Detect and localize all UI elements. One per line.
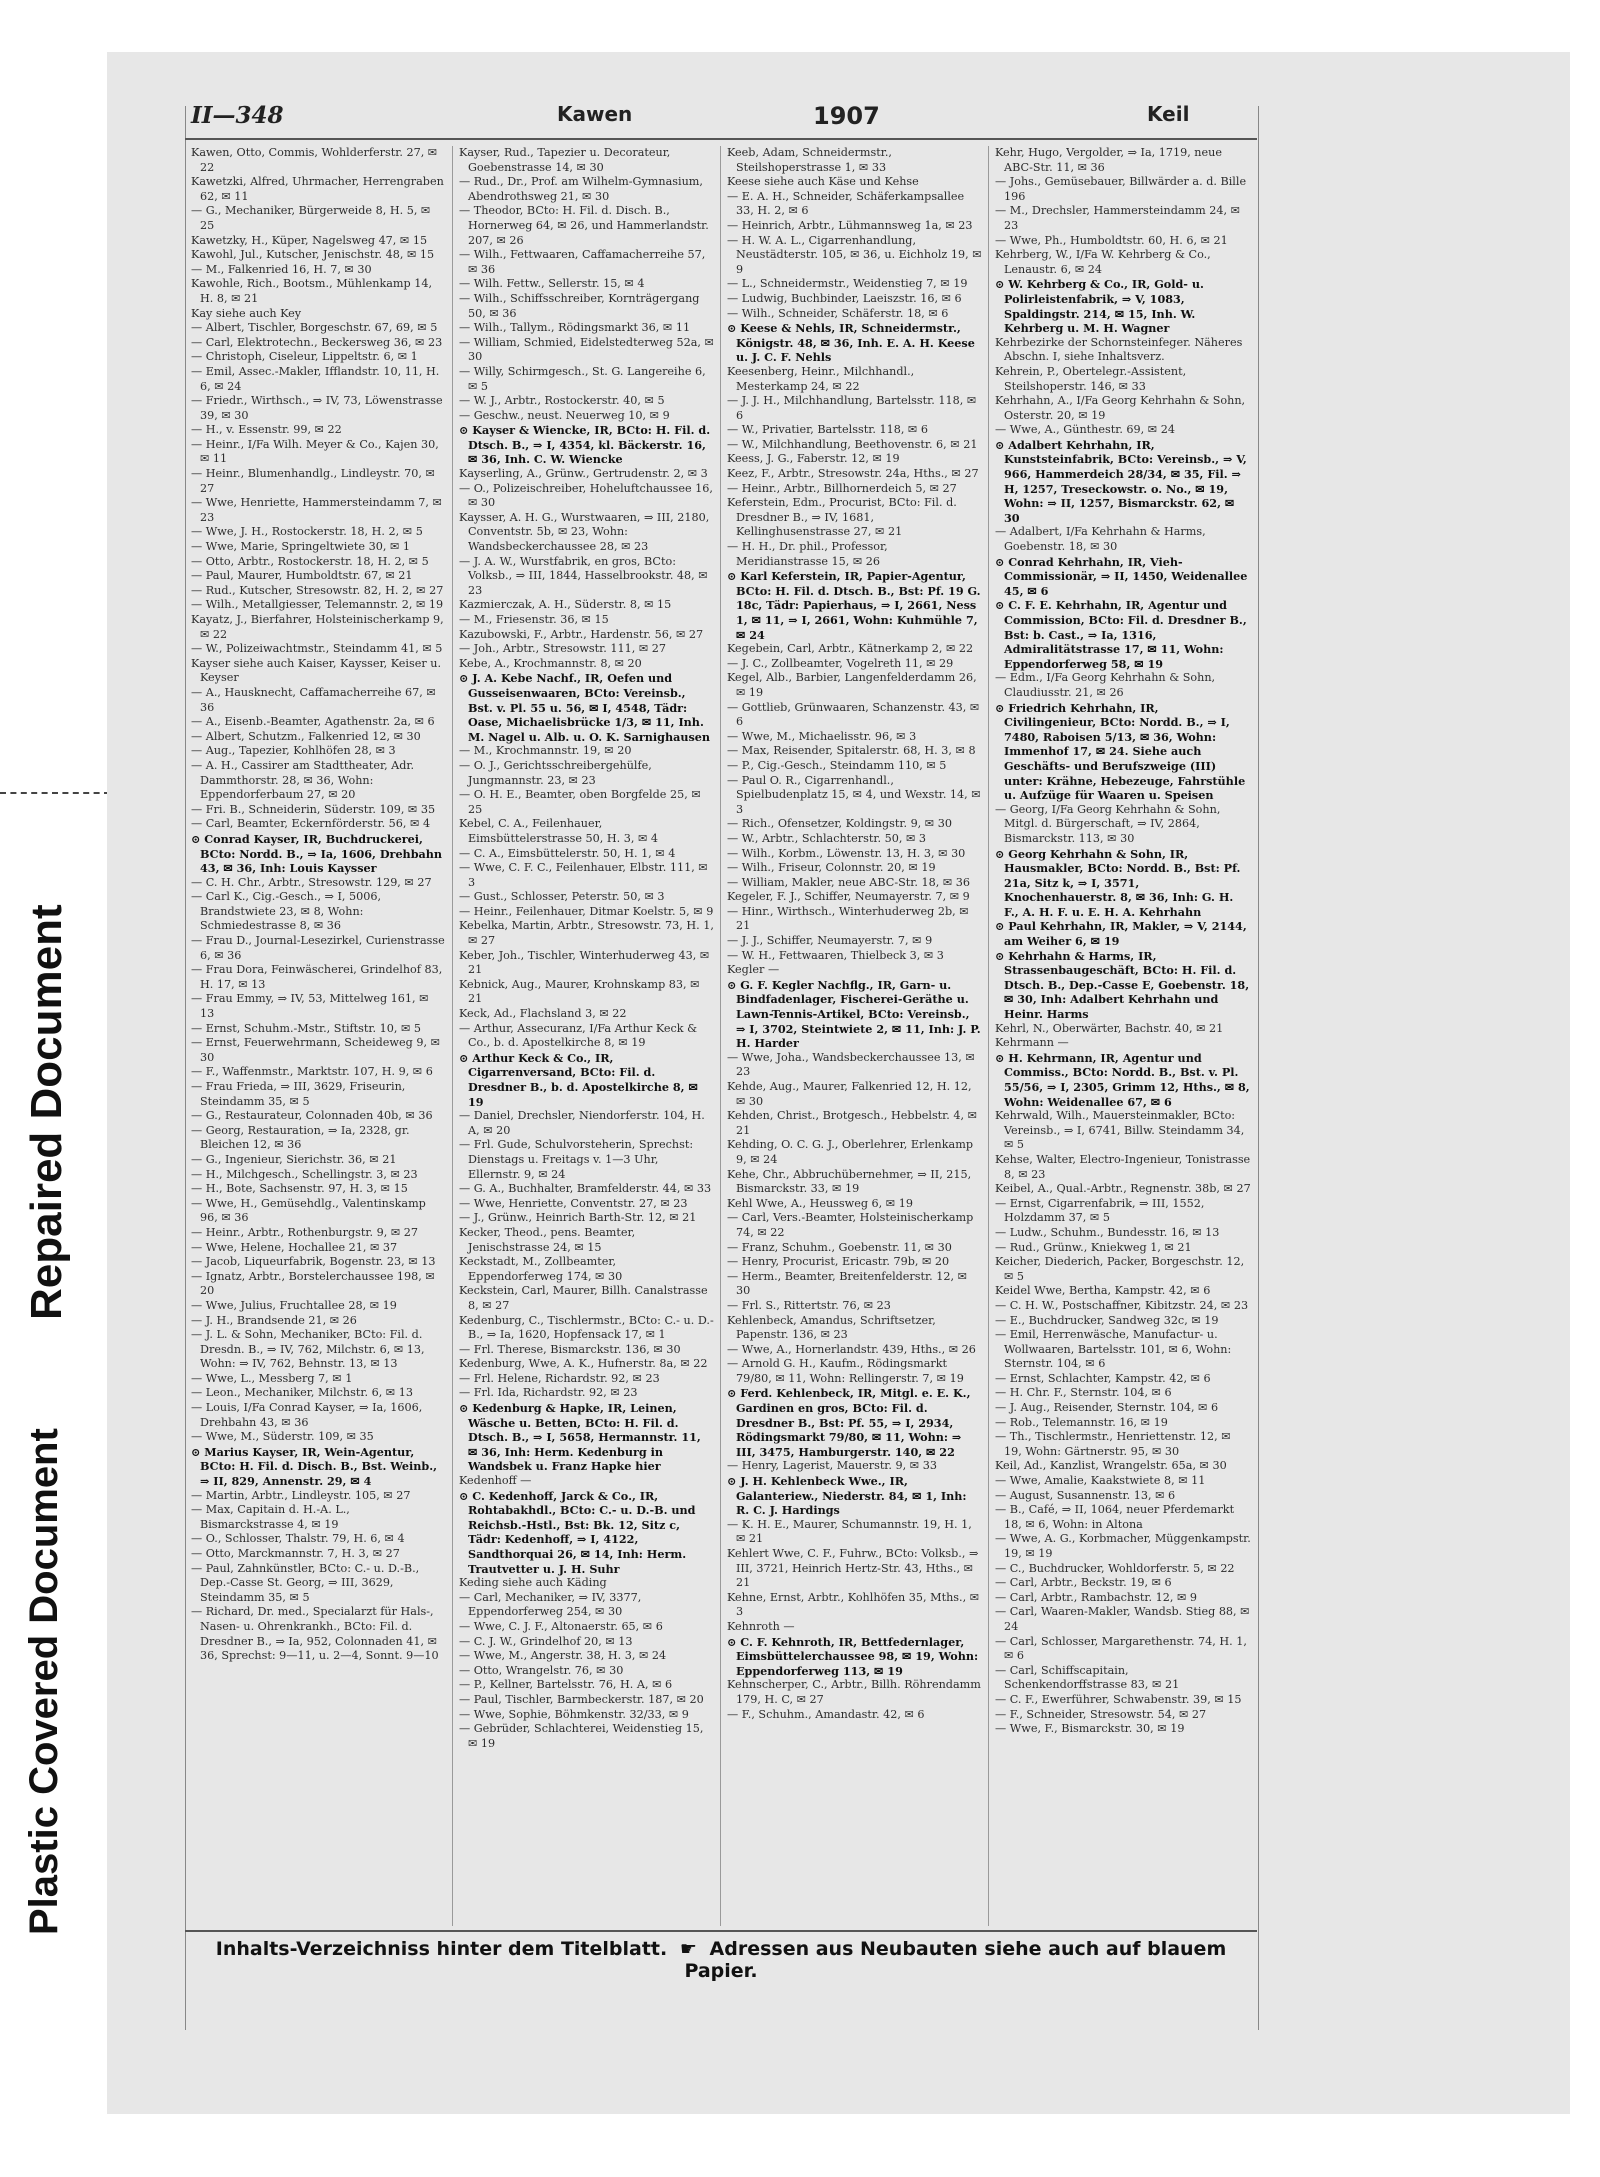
directory-entry: — Wilh., Metallgiesser, Telemannstr. 2, ✉ 19 (191, 598, 444, 612)
directory-entry: Kehrberg, W., I/Fa W. Kehrberg & Co., Lenaustr. 6, ✉ 24 (995, 248, 1211, 276)
directory-entry: — Ernst, Schuhm.-Mstr., Stiftstr. 10, ✉ 5 (191, 1021, 422, 1035)
directory-entry: — Wwe, Helene, Hochallee 21, ✉ 37 (191, 1240, 398, 1254)
header-rule (185, 138, 1257, 140)
directory-entry: — Theodor, BCto: H. Fil. d. Disch. B., Hornerweg 64, ✉ 26, und Hammerlandstr. 207, ✉ 26 (459, 204, 709, 247)
header-last-entry: Keil (1147, 102, 1190, 126)
directory-entry: Kehl Wwe, A., Heussweg 6, ✉ 19 (727, 1196, 913, 1210)
directory-entry: Kehden, Christ., Brotgesch., Hebbelstr. 4, ✉ 21 (727, 1109, 978, 1137)
firm-entry: ⊙ J. H. Kehlenbeck Wwe., IR, Galanteriew., Niederstr. 84, ✉ 1, Inh: R. C. J. Hardings (727, 1474, 967, 1518)
directory-entry: — Martin, Arbtr., Lindleystr. 105, ✉ 27 (191, 1488, 411, 1502)
directory-entry: — Frau Frieda, ⇒ III, 3629, Friseurin, Steindamm 35, ✉ 5 (191, 1080, 406, 1108)
directory-entry: Kawetzky, H., Küper, Nagelsweg 47, ✉ 15 (191, 233, 428, 247)
directory-entry: — Wwe, M., Michaelisstr. 96, ✉ 3 (727, 729, 917, 743)
directory-entry: — Ernst, Feuerwehrmann, Scheideweg 9, ✉ 30 (191, 1036, 440, 1064)
directory-entry: Kegeler, F. J., Schiffer, Neumayerstr. 7, ✉ 9 (727, 890, 970, 904)
directory-entry: Kazubowski, F., Arbtr., Hardenstr. 56, ✉ 27 (459, 627, 704, 641)
repaired-document-label: Repaired Document (22, 904, 71, 1320)
directory-entry: — L., Schneidermstr., Weidenstieg 7, ✉ 19 (727, 277, 968, 291)
directory-entry: — Wwe, Amalie, Kaakstwiete 8, ✉ 11 (995, 1474, 1206, 1488)
directory-entry: — Arthur, Assecuranz, I/Fa Arthur Keck & Co., b. d. Apostelkirche 8, ✉ 19 (459, 1021, 698, 1050)
directory-entry: Keckstadt, M., Zollbeamter, Eppendorferweg 174, ✉ 30 (459, 1255, 623, 1283)
directory-entry: Kawen, Otto, Commis, Wohlderferstr. 27, ✉ 22 (191, 146, 438, 174)
directory-entry: — Wwe, J. H., Rostockerstr. 18, H. 2, ✉ 5 (191, 525, 423, 539)
firm-entry: ⊙ Kayser & Wiencke, IR, BCto: H. Fil. d. Dtsch. B., ⇒ I, 4354, kl. Bäckerstr. 16, ✉ 36, Inh. C. W. Wiencke (459, 423, 711, 467)
directory-entry: Keding siehe auch Käding (459, 1576, 607, 1590)
directory-entry: — Herm., Beamter, Breitenfelderstr. 12, ✉ 30 (727, 1269, 967, 1298)
directory-entry: — Franz, Schuhm., Goebenstr. 11, ✉ 30 (727, 1240, 952, 1254)
firm-entry: ⊙ Marius Kayser, IR, Wein-Agentur, BCto: H. Fil. d. Disch. B., Bst. Weinb., ⇒ II, 829, Annenstr. 29, ✉ 4 (191, 1444, 438, 1489)
directory-entry: — Otto, Arbtr., Rostockerstr. 18, H. 2, ✉ 5 (191, 554, 429, 568)
directory-entry: Keess, J. G., Faberstr. 12, ✉ 19 (727, 452, 900, 466)
directory-entry: — J. J., Schiffer, Neumayerstr. 7, ✉ 9 (727, 934, 933, 948)
plastic-covered-document-label: Plastic Covered Document (22, 1428, 66, 1935)
directory-entry: — Carl, Vers.-Beamter, Holsteinischerkamp 74, ✉ 22 (727, 1211, 974, 1239)
directory-entry: — H. W. A. L., Cigarrenhandlung, Neustädterstr. 105, ✉ 36, u. Eichholz 19, ✉ 9 (727, 233, 982, 276)
page-number: II—348 (191, 102, 284, 129)
directory-entry: — Ludwig, Buchbinder, Laeiszstr. 16, ✉ 6 (727, 291, 962, 305)
column-3 (721, 146, 989, 1926)
directory-entry: Keckstein, Carl, Maurer, Billh. Canalstrasse 8, ✉ 27 (459, 1284, 708, 1312)
directory-entry: — G., Mechaniker, Bürgerweide 8, H. 5, ✉ 25 (191, 204, 431, 232)
directory-entry: Kehde, Aug., Maurer, Falkenried 12, H. 12, ✉ 30 (727, 1080, 972, 1108)
directory-entry: — Geschw., neust. Neuerweg 10, ✉ 9 (459, 408, 670, 422)
directory-entry: — K. H. E., Maurer, Schumannstr. 19, H. 1, ✉ 21 (727, 1517, 972, 1546)
directory-entry: — M., Krochmannstr. 19, ✉ 20 (459, 744, 632, 758)
directory-entry: Kawetzki, Alfred, Uhrmacher, Herrengraben 62, ✉ 11 (191, 175, 444, 203)
directory-entry: — Max, Reisender, Spitalerstr. 68, H. 3, ✉ 8 (727, 744, 976, 758)
directory-entry: Keidel Wwe, Bertha, Kampstr. 42, ✉ 6 (995, 1284, 1211, 1298)
directory-entry: — Wwe, Henriette, Hammersteindamm 7, ✉ 23 (191, 496, 442, 524)
directory-entry: — Emil, Herrenwäsche, Manufactur- u. Wollwaaren, Bartelsstr. 101, ✉ 6, Wohn: Sternstr. 104, ✉ 6 (995, 1328, 1232, 1371)
directory-entry: — Wwe, M., Süderstr. 109, ✉ 35 (191, 1430, 374, 1444)
directory-entry: — W., Polizeiwachtmstr., Steindamm 41, ✉ 5 (191, 642, 443, 656)
directory-entry: — Wilh., Friseur, Colonnstr. 20, ✉ 19 (727, 861, 936, 875)
directory-entry: — Frl. Therese, Bismarckstr. 136, ✉ 30 (459, 1342, 681, 1356)
directory-entry: Kayser, Rud., Tapezier u. Decorateur, Goebenstrasse 14, ✉ 30 (459, 146, 671, 174)
directory-entry: Kehrhahn, A., I/Fa Georg Kehrhahn & Sohn, Osterstr. 20, ✉ 19 (995, 394, 1246, 422)
column-2 (453, 146, 721, 1926)
directory-entry: — Gust., Schlosser, Peterstr. 50, ✉ 3 (459, 890, 665, 904)
directory-entry: — Paul, Zahnkünstler, BCto: C.- u. D.-B., Dep.-Casse St. Georg, ⇒ III, 3629, Steindamm 35, ✉ 5 (191, 1561, 420, 1604)
directory-entry: — M., Falkenried 16, H. 7, ✉ 30 (191, 262, 372, 276)
directory-entry: — W., Privatier, Bartelsstr. 118, ✉ 6 (727, 423, 928, 437)
directory-entry: Keck, Ad., Flachsland 3, ✉ 22 (459, 1007, 627, 1021)
directory-entry: — Louis, I/Fa Conrad Kayser, ⇒ Ia, 1606, Drehbahn 43, ✉ 36 (191, 1401, 423, 1429)
directory-entry: — A., Hausknecht, Caffamacherreihe 67, ✉ 36 (191, 685, 436, 714)
directory-entry: — W. H., Fettwaaren, Thielbeck 3, ✉ 3 (727, 948, 944, 962)
directory-entry: — Paul, Tischler, Barmbeckerstr. 187, ✉ 20 (459, 1692, 704, 1706)
directory-entry: Keber, Joh., Tischler, Winterhuderweg 43, ✉ 21 (459, 948, 710, 977)
header-year: 1907 (813, 102, 880, 130)
directory-entry: — Heinr., Feilenhauer, Ditmar Koelstr. 5, ✉ 9 (459, 904, 714, 918)
directory-entry: — Wwe, Henriette, Conventstr. 27, ✉ 23 (459, 1196, 688, 1210)
directory-entry: — J. Aug., Reisender, Sternstr. 104, ✉ 6 (995, 1401, 1219, 1415)
directory-entry: — Willy, Schirmgesch., St. G. Langereihe 6, ✉ 5 (459, 364, 706, 393)
directory-entry: — Wwe, A. G., Korbmacher, Müggenkampstr. 19, ✉ 19 (995, 1532, 1251, 1560)
header-first-entry: Kawen (557, 102, 633, 126)
directory-entry: Kedenburg, C., Tischlermstr., BCto: C.- u. D.-B., ⇒ Ia, 1620, Hopfensack 17, ✉ 1 (459, 1313, 714, 1342)
firm-entry: ⊙ G. F. Kegler Nachflg., IR, Garn- u. Bindfadenlager, Fischerei-Geräthe u. Lawn-Tennis-Artikel, BCto: Vereinsb., ⇒ I, 3702, Steintwiete 2, ✉ 11, Inh: J. P. H. Harder (727, 977, 981, 1051)
directory-entry: — E., Buchdrucker, Sandweg 32c, ✉ 19 (995, 1313, 1219, 1327)
directory-entry: — Emil, Assec.-Makler, Ifflandstr. 10, 11, H. 6, ✉ 24 (191, 364, 440, 393)
directory-entry: Kawohle, Rich., Bootsm., Mühlenkamp 14, H. 8, ✉ 21 (191, 277, 433, 305)
directory-entry: — M., Drechsler, Hammersteindamm 24, ✉ 23 (995, 204, 1241, 232)
directory-entry: — Heinr., Arbtr., Billhornerdeich 5, ✉ 27 (727, 481, 957, 495)
directory-entry: — Rud., Dr., Prof. am Wilhelm-Gymnasium, Abendrothsweg 21, ✉ 30 (459, 175, 703, 203)
directory-entry: — J. L. & Sohn, Mechaniker, BCto: Fil. d. Dresdn. B., ⇒ IV, 762, Milchstr. 6, ✉ 13, Wohn: ⇒ IV, 762, Behnstr. 13, ✉ 13 (191, 1328, 425, 1371)
directory-entry: — Wwe, F., Bismarckstr. 30, ✉ 19 (995, 1722, 1185, 1736)
firm-entry: ⊙ J. A. Kebe Nachf., IR, Oefen und Gusseisenwaaren, BCto: Vereinsb., Bst. v. Pl. 55 u. 56, ✉ I, 4548, Tädr: Oase, Michaelisbrücke 1/3, ✉ 11, Inh. M. Nagel u. Alb. u. O. K. Sarnighausen (459, 671, 711, 744)
directory-entry: — C. H. Chr., Arbtr., Stresowstr. 129, ✉ 27 (191, 875, 432, 889)
firm-entry: ⊙ Paul Kehrhahn, IR, Makler, ⇒ V, 2144, am Weiher 6, ✉ 19 (995, 919, 1247, 949)
directory-entry: Kay siehe auch Key (191, 306, 302, 320)
directory-entry: — Albert, Schutzm., Falkenried 12, ✉ 30 (191, 729, 421, 743)
firm-entry: ⊙ Kehrhahn & Harms, IR, Strassenbaugeschäft, BCto: H. Fil. d. Dtsch. B., Dep.-Casse E, Goebenstr. 18, ✉ 30, Inh: Adalbert Kehrhahn und Heinr. Harms (995, 948, 1250, 1022)
firm-entry: ⊙ Friedrich Kehrhahn, IR, Civilingenieur, BCto: Nordd. B., ⇒ I, 7480, Raboisen 5/13, ✉ 36, Wohn: Immenhof 17, ✉ 24. Siehe auch Geschäfts- und Berufszweige (III) unter: Krähne, Hebezeuge, Fahrstühle u. Aufzüge für Waaren u. Speisen (995, 700, 1246, 803)
directory-entry: — A., Eisenb.-Beamter, Agathenstr. 2a, ✉ 6 (191, 715, 435, 729)
directory-entry: — Carl, Waaren-Makler, Wandsb. Stieg 88, ✉ 24 (995, 1605, 1250, 1633)
directory-entry: Kehr, Hugo, Vergolder, ⇒ Ia, 1719, neue ABC-Str. 11, ✉ 36 (995, 146, 1222, 174)
directory-entry: — Edm., I/Fa Georg Kehrhahn & Sohn, Claudiusstr. 21, ✉ 26 (995, 671, 1216, 699)
directory-entry: — F., Schuhm., Amandastr. 42, ✉ 6 (727, 1707, 925, 1721)
directory-entry: — Otto, Marckmannstr. 7, H. 3, ✉ 27 (191, 1547, 400, 1560)
directory-entry: — August, Susannenstr. 13, ✉ 6 (995, 1488, 1176, 1502)
directory-entry: — Rud., Grünw., Kniekweg 1, ✉ 21 (995, 1240, 1192, 1254)
directory-entry: — Ignatz, Arbtr., Borstelerchaussee 198, ✉ 20 (191, 1269, 435, 1298)
directory-entry: — Wwe, A., Hornerlandstr. 439, Hths., ✉ 26 (727, 1342, 976, 1356)
directory-entry: — W., Arbtr., Schlachterstr. 50, ✉ 3 (727, 831, 927, 845)
directory-entry: Kegler — (727, 963, 780, 977)
firm-entry: ⊙ C. F. E. Kehrhahn, IR, Agentur und Commission, BCto: Fil. d. Dresdner B., Bst: b. Cast., ⇒ Ia, 1316, Admiralitätstrasse 17, ✉ 11, Wohn: Eppendorferweg 58, ✉ 19 (995, 598, 1247, 671)
firm-entry: ⊙ W. Kehrberg & Co., IR, Gold- u. Polirleistenfabrik, ⇒ V, 1083, Spaldingstr. 214, ✉ 15, Inh. W. Kehrberg u. M. H. Wagner (995, 277, 1204, 336)
directory-entry: — Heinr., Blumenhandlg., Lindleystr. 70, ✉ 27 (191, 467, 435, 495)
directory-entry: — Otto, Wrangelstr. 76, ✉ 30 (459, 1663, 624, 1677)
directory-entry: — Wilh., Schneider, Schäferstr. 18, ✉ 6 (727, 306, 949, 320)
directory-entry: — Friedr., Wirthsch., ⇒ IV, 73, Löwenstrasse 39, ✉ 30 (191, 394, 443, 422)
directory-entry: — Paul O. R., Cigarrenhandl., Spielbudenplatz 15, ✉ 4, und Wexstr. 14, ✉ 3 (727, 773, 981, 816)
running-header (185, 102, 1257, 132)
directory-entry: — O. J., Gerichtsschreibergehülfe, Jungmannstr. 23, ✉ 23 (459, 758, 652, 787)
directory-entry: — Carl, Schlosser, Margarethenstr. 74, H. 1, ✉ 6 (995, 1634, 1247, 1663)
directory-entry: Kecker, Theod., pens. Beamter, Jenischstrasse 24, ✉ 15 (459, 1225, 636, 1254)
directory-entry: — C., Buchdrucker, Wohldorferstr. 5, ✉ 22 (995, 1561, 1235, 1575)
directory-entry: — G., Restaurateur, Colonnaden 40b, ✉ 36 (191, 1109, 433, 1123)
directory-entry: Kehrmann — (995, 1036, 1069, 1050)
firm-entry: ⊙ Georg Kehrhahn & Sohn, IR, Hausmakler, BCto: Nordd. B., Bst: Pf. 21a, Sitz k, ⇒ I, 3571, Knochenhauerstr. 8, ✉ 36, Inh: G. H. F., A. H. F. u. E. H. A. Kehrhahn (995, 846, 1241, 919)
directory-entry: — Carl, Elektrotechn., Beckersweg 36, ✉ 23 (191, 335, 443, 349)
firm-entry: ⊙ Ferd. Kehlenbeck, IR, Mitgl. e. E. K., Gardinen en gros, BCto: Fil. d. Dresdner B., Bst: Pf. 55, ⇒ I, 2934, Rödingsmarkt 79/80, ✉ 11, Wohn: ⇒ III, 3475, Hamburgerstr. 140, ✉ 22 (727, 1386, 971, 1459)
directory-entry: — F., Schneider, Stresowstr. 54, ✉ 27 (995, 1707, 1207, 1721)
directory-entry: — G., Ingenieur, Sierichstr. 36, ✉ 21 (191, 1152, 397, 1166)
directory-entry: — Wilh., Tallym., Rödingsmarkt 36, ✉ 11 (459, 321, 691, 335)
directory-entry: Keil, Ad., Kanzlist, Wrangelstr. 65a, ✉ 30 (995, 1459, 1227, 1473)
directory-entry: — Gebrüder, Schlachterei, Weidenstieg 15, ✉ 19 (459, 1722, 704, 1750)
directory-entry: — Leon., Mechaniker, Milchstr. 6, ✉ 13 (191, 1386, 413, 1400)
column-1 (185, 146, 453, 1926)
directory-entry: Kehlert Wwe, C. F., Fuhrw., BCto: Volksb., ⇒ III, 3721, Heinrich Hertz-Str. 43, Hths., ✉ 21 (727, 1547, 979, 1590)
directory-entry: Kawohl, Jul., Kutscher, Jenischstr. 48, ✉ 15 (191, 248, 435, 262)
directory-entry: — Max, Capitain d. H.-A. L., Bismarckstrasse 4, ✉ 19 (191, 1503, 350, 1531)
directory-entry: — J. C., Zollbeamter, Vogelreth 11, ✉ 29 (727, 656, 954, 670)
directory-entry: — Wwe, Joha., Wandsbeckerchaussee 13, ✉ 23 (727, 1050, 975, 1079)
directory-entry: — G. A., Buchhalter, Bramfelderstr. 44, ✉ 33 (459, 1182, 712, 1196)
directory-entry: — Fri. B., Schneiderin, Süderstr. 109, ✉ 35 (191, 802, 436, 816)
directory-entry: — J., Grünw., Heinrich Barth-Str. 12, ✉ 21 (459, 1211, 697, 1225)
firm-entry: ⊙ Adalbert Kehrhahn, IR, Kunststeinfabrik, BCto: Vereinsb., ⇒ V, 966, Hammerdeich 28/34, ✉ 35, Fil. ⇒ H, 1257, Treseckowstr. o. No., ✉ 19, Wohn: ⇒ II, 1257, Bismarckstr. 62, ✉ 30 (995, 437, 1247, 525)
directory-entry: — Richard, Dr. med., Specialarzt für Hals-, Nasen- u. Ohrenkrankh., BCto: Fil. d. Dresdner B., ⇒ Ia, 952, Colonnaden 41, ✉ 36, Sprechst: 9—11, u. 2—4, Sonnt. 9—10 (191, 1605, 439, 1663)
directory-entry: — F., Waffenmstr., Marktstr. 107, H. 9, ✉ 6 (191, 1065, 433, 1079)
directory-entry: Kebnick, Aug., Maurer, Krohnskamp 83, ✉ 21 (459, 977, 700, 1006)
directory-entry: — Frl. Ida, Richardstr. 92, ✉ 23 (459, 1386, 638, 1400)
directory-entry: — Th., Tischlermstr., Henriettenstr. 12, ✉ 19, Wohn: Gärtnerstr. 95, ✉ 30 (995, 1430, 1231, 1458)
directory-entry: Kehlenbeck, Amandus, Schriftsetzer, Papenstr. 136, ✉ 23 (727, 1313, 936, 1342)
directory-entry: — Henry, Procurist, Ericastr. 79b, ✉ 20 (727, 1255, 950, 1269)
directory-entry: — Rich., Ofensetzer, Koldingstr. 9, ✉ 30 (727, 817, 952, 831)
directory-entry: — Wilh., Korbm., Löwenstr. 13, H. 3, ✉ 30 (727, 846, 966, 860)
directory-entry: — M., Friesenstr. 36, ✉ 15 (459, 613, 609, 626)
footer-new-buildings-note: Adressen aus Neubauten siehe auch auf blauem Papier. (684, 1938, 1227, 1982)
directory-entry: — Joh., Arbtr., Stresowstr. 111, ✉ 27 (459, 642, 666, 656)
directory-entry: — Georg, Restauration, ⇒ Ia, 2328, gr. Bleichen 12, ✉ 36 (191, 1123, 410, 1152)
directory-entry: — H., Bote, Sachsenstr. 97, H. 3, ✉ 15 (191, 1182, 408, 1196)
directory-entry: — Carl, Arbtr., Beckstr. 19, ✉ 6 (995, 1576, 1172, 1590)
directory-entry: — C. F., Ewerführer, Schwabenstr. 39, ✉ 15 (995, 1692, 1242, 1706)
footer-index-note: Inhalts-Verzeichniss hinter dem Titelblatt. (215, 1938, 668, 1960)
directory-entry: — C. J. W., Grindelhof 20, ✉ 13 (459, 1634, 633, 1648)
directory-entry: — Wilh. Fettw., Sellerstr. 15, ✉ 4 (459, 277, 645, 291)
directory-entry: — Heinr., Arbtr., Rothenburgstr. 9, ✉ 27 (191, 1225, 418, 1239)
directory-entry: — Heinrich, Arbtr., Lühmannsweg 1a, ✉ 23 (727, 218, 973, 232)
directory-entry: — H., Milchgesch., Schellingstr. 3, ✉ 23 (191, 1167, 418, 1181)
directory-entry: Kehse, Walter, Electro-Ingenieur, Tonistrasse 8, ✉ 23 (995, 1152, 1251, 1181)
directory-entry: Keese siehe auch Käse und Kehse (727, 175, 919, 189)
directory-entry: — Carl K., Cig.-Gesch., ⇒ I, 5006, Brandstwiete 23, ✉ 8, Wohn: Schmiedestrasse 8, ✉ 36 (191, 890, 382, 933)
directory-entry: Kehnscherper, C., Arbtr., Billh. Röhrendamm 179, H. C, ✉ 27 (727, 1678, 981, 1706)
directory-entry: — A. H., Cassirer am Stadttheater, Adr. Dammthorstr. 28, ✉ 36, Wohn: Eppendorferbaum 27, ✉ 20 (191, 758, 415, 802)
directory-page (107, 52, 1570, 2114)
directory-entry: — Frau D., Journal-Lesezirkel, Curienstrasse 6, ✉ 36 (191, 934, 445, 962)
directory-entry: — Wwe, C. J. F., Altonaerstr. 65, ✉ 6 (459, 1619, 663, 1633)
directory-entry: Kehrbezirke der Schornsteinfeger. Näheres Abschn. I, siehe Inhaltsverz. (995, 335, 1243, 364)
directory-entry: Kehe, Chr., Abbruchübernehmer, ⇒ II, 215, Bismarckstr. 33, ✉ 19 (727, 1167, 972, 1196)
directory-entry: Kebe, A., Krochmannstr. 8, ✉ 20 (459, 656, 642, 670)
directory-entry: — C. A., Eimsbüttelerstr. 50, H. 1, ✉ 4 (459, 846, 676, 860)
directory-entry: — J. J. H., Milchhandlung, Bartelsstr. 118, ✉ 6 (727, 394, 977, 422)
firm-entry: ⊙ Keese & Nehls, IR, Schneidermstr., Königstr. 48, ✉ 36, Inh. E. A. H. Keese u. J. C. F. Nehls (727, 321, 975, 365)
firm-entry: ⊙ Conrad Kehrhahn, IR, Vieh-Commissionär, ⇒ II, 1450, Weidenallee 45, ✉ 6 (995, 554, 1248, 598)
directory-entry: — Rob., Telemannstr. 16, ✉ 19 (995, 1415, 1168, 1429)
directory-entry: — Wwe, C. F. C., Feilenhauer, Elbstr. 111, ✉ 3 (459, 861, 708, 889)
directory-entry: — E. A. H., Schneider, Schäferkampsallee 33, H. 2, ✉ 6 (727, 189, 965, 218)
directory-entry: Kehrein, P., Obertelegr.-Assistent, Steilshoperstr. 146, ✉ 33 (995, 364, 1187, 393)
footer-rule (185, 1930, 1257, 1932)
directory-entry: Keibel, A., Qual.-Arbtr., Regnenstr. 38b, ✉ 27 (995, 1182, 1251, 1196)
directory-entry: — Henry, Lagerist, Mauerstr. 9, ✉ 33 (727, 1459, 937, 1473)
directory-entry: — Frl. S., Rittertstr. 76, ✉ 23 (727, 1298, 891, 1312)
directory-entry: Keferstein, Edm., Procurist, BCto: Fil. d. Dresdner B., ⇒ IV, 1681, Kellinghusenstrasse 27, ✉ 21 (727, 496, 957, 539)
column-4 (989, 146, 1257, 1926)
directory-entry: Kehne, Ernst, Arbtr., Kohlhöfen 35, Mths., ✉ 3 (727, 1590, 980, 1619)
directory-entry: — J. A. W., Wurstfabrik, en gros, BCto: Volksb., ⇒ III, 1844, Hasselbrookstr. 48, ✉ 23 (459, 554, 708, 597)
directory-entry: — Albert, Tischler, Borgeschstr. 67, 69, ✉ 5 (191, 321, 438, 335)
directory-entry: — Gottlieb, Grünwaaren, Schanzenstr. 43, ✉ 6 (727, 700, 980, 729)
directory-entry: Kayser siehe auch Kaiser, Kaysser, Keiser u. Keyser (191, 656, 442, 685)
directory-entry: — P., Cig.-Gesch., Steindamm 110, ✉ 5 (727, 758, 947, 772)
directory-entry: Kehding, O. C. G. J., Oberlehrer, Erlenkamp 9, ✉ 24 (727, 1138, 973, 1166)
directory-entry: — Wilh., Fettwaaren, Caffamacherreihe 57, ✉ 36 (459, 248, 706, 276)
dashed-cut-line (0, 792, 110, 794)
directory-entry: — Wwe, Sophie, Böhmkenstr. 32/33, ✉ 9 (459, 1707, 689, 1721)
directory-entry: Keicher, Diederich, Packer, Borgeschstr. 12, ✉ 5 (995, 1255, 1245, 1283)
directory-entry: — Georg, I/Fa Georg Kehrhahn & Sohn, Mitgl. d. Bürgerschaft, ⇒ IV, 2864, Bismarckstr. 113, ✉ 30 (995, 802, 1221, 845)
firm-entry: ⊙ C. F. Kehnroth, IR, Bettfedernlager, Eimsbüttelerchaussee 98, ✉ 19, Wohn: Eppendorferweg 113, ✉ 19 (727, 1634, 979, 1678)
directory-entry: — Hinr., Wirthsch., Winterhuderweg 2b, ✉ 21 (727, 904, 969, 933)
firm-entry: ⊙ Karl Keferstein, IR, Papier-Agentur, BCto: H. Fil. d. Dtsch. B., Bst: Pf. 19 G. 18c, Tädr: Papierhaus, ⇒ I, 2661, Ness 1, ✉ 11, ⇒ I, 2661, Wohn: Kuhmühle 7, ✉ 24 (727, 569, 981, 642)
directory-entry: Kehnroth — (727, 1619, 795, 1633)
directory-entry: — Wwe, Julius, Fruchtallee 28, ✉ 19 (191, 1298, 397, 1312)
directory-entry: Kegebein, Carl, Arbtr., Kätnerkamp 2, ✉ 22 (727, 642, 974, 656)
directory-entry: — Jacob, Liqueurfabrik, Bogenstr. 23, ✉ 13 (191, 1255, 436, 1269)
firm-entry: ⊙ C. Kedenhoff, Jarck & Co., IR, Rohtabakhdl., BCto: C.- u. D.-B. und Reichsb.-Hstl., Bst: Bk. 12, Sitz c, Tädr: Kedenhoff, ⇒ I, 4122, Sandthorquai 26, ✉ 14, Inh: Herm. Trautvetter u. J. H. Suhr (459, 1488, 696, 1576)
directory-entry: Keez, F., Arbtr., Stresowstr. 24a, Hths., ✉ 27 (727, 467, 979, 481)
directory-entry: — Wwe, A., Günthestr. 69, ✉ 24 (995, 423, 1175, 437)
directory-entry: — B., Café, ⇒ II, 1064, neuer Pferdemarkt 18, ✉ 6, Wohn: in Altona (995, 1503, 1235, 1531)
directory-entry: — Christoph, Ciseleur, Lippeltstr. 6, ✉ 1 (191, 350, 418, 364)
directory-entry: — Heinr., I/Fa Wilh. Meyer & Co., Kajen 30, ✉ 11 (191, 437, 439, 466)
directory-entry: — Wwe, L., Messberg 7, ✉ 1 (191, 1371, 353, 1385)
directory-entry: — Adalbert, I/Fa Kehrhahn & Harms, Goebenstr. 18, ✉ 30 (995, 525, 1206, 554)
directory-entry: — W., Milchhandlung, Beethovenstr. 6, ✉ 21 (727, 437, 978, 451)
directory-entry: — Ernst, Cigarrenfabrik, ⇒ III, 1552, Holzdamm 37, ✉ 5 (995, 1196, 1205, 1225)
directory-entry: Kayatz, J., Bierfahrer, Holsteinischerkamp 9, ✉ 22 (191, 613, 444, 641)
directory-entry: — Carl, Beamter, Eckernförderstr. 56, ✉ 4 (191, 817, 431, 831)
directory-entry: — Wwe, Marie, Springeltwiete 30, ✉ 1 (191, 540, 410, 554)
directory-entry: Kayserling, A., Grünw., Gertrudenstr. 2, ✉ 3 (459, 467, 708, 481)
directory-entry: — P., Kellner, Bartelsstr. 76, H. A, ✉ 6 (459, 1678, 673, 1692)
directory-entry: — Frau Dora, Feinwäscherei, Grindelhof 83, H. 17, ✉ 13 (191, 963, 443, 991)
directory-entry: — Arnold G. H., Kaufm., Rödingsmarkt 79/80, ✉ 11, Wohn: Rellingerstr. 7, ✉ 19 (727, 1357, 964, 1385)
directory-entry: — Frau Emmy, ⇒ IV, 53, Mittelweg 161, ✉ 13 (191, 992, 429, 1021)
directory-entry: — H., v. Essenstr. 99, ✉ 22 (191, 423, 342, 437)
directory-entry: — Ernst, Schlachter, Kampstr. 42, ✉ 6 (995, 1371, 1211, 1385)
directory-entry: — Ludw., Schuhm., Bundesstr. 16, ✉ 13 (995, 1225, 1220, 1239)
directory-entry: — Wilh., Schiffsschreiber, Kornträgergang 50, ✉ 36 (459, 291, 700, 320)
directory-entry: Kazmierczak, A. H., Süderstr. 8, ✉ 15 (459, 598, 672, 612)
directory-entry: Kehrwald, Wilh., Mauersteinmakler, BCto: Vereinsb., ⇒ I, 6741, Billw. Steindamm 34, ✉ 5 (995, 1109, 1245, 1152)
directory-entry: — H. H., Dr. phil., Professor, Meridianstrasse 15, ✉ 26 (727, 540, 888, 568)
firm-entry: ⊙ Conrad Kayser, IR, Buchdruckerei, BCto: Nordd. B., ⇒ Ia, 1606, Drehbahn 43, ✉ 36, Inh: Louis Kaysser (191, 831, 443, 876)
directory-entry: — O. H. E., Beamter, oben Borgfelde 25, ✉ 25 (459, 788, 701, 816)
directory-entry: — Aug., Tapezier, Kohlhöfen 28, ✉ 3 (191, 744, 396, 758)
directory-entry: — Carl, Schiffscapitain, Schenkendorffstrasse 83, ✉ 21 (995, 1663, 1180, 1692)
directory-entry: — William, Schmied, Eidelstedterweg 52a, ✉ 30 (459, 335, 714, 364)
directory-entry: — Rud., Kutscher, Stresowstr. 82, H. 2, ✉ 27 (191, 583, 444, 597)
firm-entry: ⊙ H. Kehrmann, IR, Agentur und Commiss., BCto: Nordd. B., Bst. v. Pl. 55/56, ⇒ I, 2305, Grimm 12, Hths., ✉ 8, Wohn: Weidenallee 67, ✉ 6 (995, 1050, 1250, 1109)
directory-entry: Kedenhoff — (459, 1474, 532, 1488)
directory-entry: — Wwe, M., Angerstr. 38, H. 3, ✉ 24 (459, 1649, 667, 1663)
directory-entry: — Frl. Gude, Schulvorsteherin, Sprechst: Dienstags u. Freitags v. 1—3 Uhr, Ellernstr. 9, ✉ 24 (459, 1138, 694, 1181)
directory-entry: — Frl. Helene, Richardstr. 92, ✉ 23 (459, 1371, 660, 1385)
footer-note (185, 1938, 1257, 1982)
directory-entry: Kebel, C. A., Feilenhauer, Eimsbüttelerstrasse 50, H. 3, ✉ 4 (459, 817, 659, 845)
directory-entry: — Carl, Arbtr., Rambachstr. 12, ✉ 9 (995, 1590, 1198, 1604)
directory-entry: — Daniel, Drechsler, Niendorferstr. 104, H. A, ✉ 20 (459, 1109, 705, 1137)
directory-entry: — Johs., Gemüsebauer, Billwärder a. d. Bille 196 (995, 175, 1247, 203)
directory-entry: — O., Polizeischreiber, Hoheluftchaussee 16, ✉ 30 (459, 481, 713, 510)
directory-entry: Keeb, Adam, Schneidermstr., Steilshoperstrasse 1, ✉ 33 (727, 146, 892, 174)
directory-entry: Kegel, Alb., Barbier, Langenfelderdamm 26, ✉ 19 (727, 671, 977, 699)
directory-entry: — Carl, Mechaniker, ⇒ IV, 3377, Eppendorferweg 254, ✉ 30 (459, 1590, 642, 1619)
directory-entry: Kaysser, A. H. G., Wurstwaaren, ⇒ III, 2180, Conventstr. 5b, ✉ 23, Wohn: Wandsbeckerchaussee 28, ✉ 23 (459, 510, 710, 554)
firm-entry: ⊙ Arthur Keck & Co., IR, Cigarrenversand, BCto: Fil. d. Dresdner B., b. d. Apostelkirche 8, ✉ 19 (459, 1050, 698, 1109)
directory-entry: — W. J., Arbtr., Rostockerstr. 40, ✉ 5 (459, 394, 665, 408)
pointing-hand-icon: ☛ (679, 1938, 697, 1960)
directory-entry: — William, Makler, neue ABC-Str. 18, ✉ 36 (727, 875, 971, 889)
directory-entry: Kehrl, N., Oberwärter, Bachstr. 40, ✉ 21 (995, 1021, 1224, 1035)
directory-entry: — J. H., Brandsende 21, ✉ 26 (191, 1313, 357, 1327)
directory-entry: Keesenberg, Heinr., Milchhandl., Mesterkamp 24, ✉ 22 (727, 364, 915, 393)
firm-entry: ⊙ Kedenburg & Hapke, IR, Leinen, Wäsche u. Betten, BCto: H. Fil. d. Dtsch. B., ⇒ I, 5658, Hermannstr. 11, ✉ 36, Inh: Herm. Kedenburg in Wandsbek u. Franz Hapke hier (459, 1401, 701, 1474)
directory-entry: — O., Schlosser, Thalstr. 79, H. 6, ✉ 4 (191, 1532, 405, 1546)
directory-entry: — C. H. W., Postschaffner, Kibitzstr. 24, ✉ 23 (995, 1298, 1249, 1312)
directory-entry: Kebelka, Martin, Arbtr., Stresowstr. 73, H. 1, ✉ 27 (459, 919, 714, 948)
directory-entry: — Wwe, H., Gemüsehdlg., Valentinskamp 96, ✉ 36 (191, 1196, 426, 1225)
directory-entry: Kedenburg, Wwe, A. K., Hufnerstr. 8a, ✉ 22 (459, 1357, 708, 1371)
directory-entry: — Paul, Maurer, Humboldtstr. 67, ✉ 21 (191, 569, 413, 583)
entry-columns (185, 146, 1257, 1926)
directory-entry: — H. Chr. F., Sternstr. 104, ✉ 6 (995, 1386, 1172, 1400)
directory-entry: — Wwe, Ph., Humboldtstr. 60, H. 6, ✉ 21 (995, 233, 1228, 247)
scan-side-labels (0, 0, 90, 2177)
